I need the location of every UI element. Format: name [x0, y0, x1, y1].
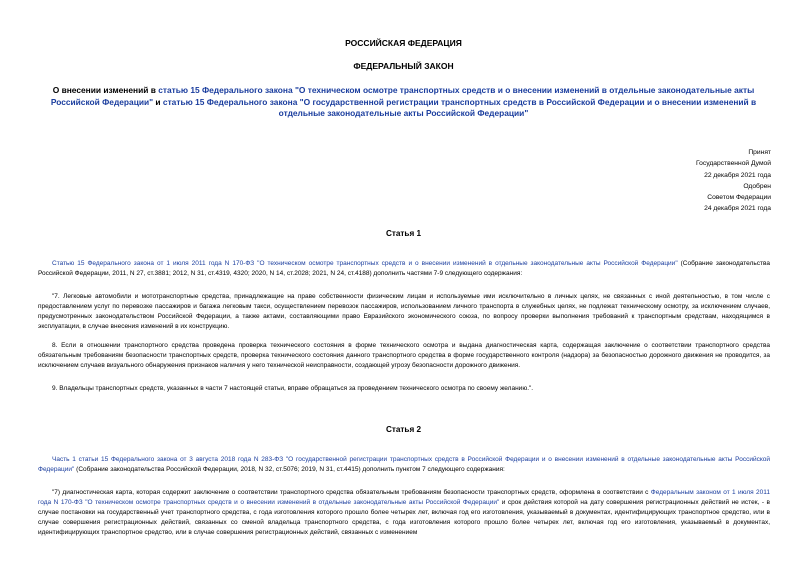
adoption-date: 22 декабря 2021 года [704, 171, 771, 179]
article-1-intro [38, 259, 770, 279]
adoption-line: Одобрен [743, 182, 771, 190]
title-middle: и [153, 96, 163, 107]
country-heading: РОССИЙСКАЯ ФЕДЕРАЦИЯ [345, 38, 462, 48]
item-7-text-start: "7) диагностическая карта, которая содержит заключение о соответствии транспортного средства обязательным требованиям безопасности транспортных средств, оформлена в соответствии с [52, 489, 651, 496]
article-2-intro-text: (Собрание законодательства Российской Федерации, 2018, N 32, ст.5076; 2019, N 31, ст.4415) дополнить пунктом 7 следующего содержания: [74, 466, 505, 474]
title-prefix: О внесении изменений в [52, 85, 159, 95]
item-7-law-link[interactable]: Федеральным законом от 1 июля 2011 года N 170-ФЗ "О техническом осмотре транспортных средств и о внесении изменений в отдельные законодательные акты Российской Федерации" [38, 489, 770, 507]
law-title [30, 85, 777, 120]
article-1-heading: Статья 1 [385, 229, 422, 238]
title-link-registration-law[interactable]: статью 15 Федерального закона "О государственной регистрации транспортных средств в Российской Федерации и о внесении изменений в отдельные законодательные акты Российской Федерации" [162, 96, 757, 118]
article-2-item-7 [38, 488, 770, 538]
adoption-line: Государственной Думой [696, 160, 771, 168]
article-1-part-8: 8. Если в отношении транспортного средства проведена проверка технического состояния в форме технического осмотра и выдана диагностическая карта, содержащая заключение о соответствии транспортного средства обязательным требованиям безопасности транспортных средств, проверка технического состояния данного транспортного средства в форме государственного контроля (надзора) за безопасностью дорожного движения не проводится, за исключением случаев визуального обнаружения признаков наличия у него технической неисправности, создающей угрозу безопасности дорожного движения. [38, 342, 770, 370]
item-7-text-end: и срок действия которой на дату совершения регистрационных действий не истек, - в случае постановки на государственный учет транспортного средства, с года изготовления которого прошло более четырех лет, включая год его изготовления, указываемый в документах, идентифицирующих транспортное средство, или в случае совершения регистрационных действий, связанных со сменой владельца транспортного средства, с года изготовления которого прошло более четырех лет, включая год его изготовления, указываемый в документах, идентифицирующих транспортное средство, или в случае совершения регистрационных действий, связанных с изменением [38, 499, 770, 537]
adoption-block [696, 147, 771, 215]
adoption-line: Советом Федерации [707, 194, 771, 202]
article-1-part-7: "7. Легковые автомобили и мототранспортные средства, принадлежащие на праве собственности физическим лицам и используемые ими исключительно в личных целях, не связанных с иной деятельностью, в том числе с предоставлением услуг по перевозке пассажиров и багажа легковым такси, осуществлением перевозок пассажиров, использованием личного транспорта в служебных целях, не подлежат техническому осмотру, за исключением случаев, предусмотренных законодательством Российской Федерации, а также актами, составляющими право Евразийского экономического союза, по вопросу проверки выполнения требований к транспортным средствам, находящимся в эксплуатации, в случае внесения изменений в их конструкцию. [38, 293, 770, 331]
article-1-intro-link[interactable]: Статью 15 Федерального закона от 1 июля 2011 года N 170-ФЗ "О техническом осмотре транспортных средств и о внесении изменений в отдельные законодательные акты Российской Федерации" [52, 260, 678, 267]
article-1-part-9: 9. Владельцы транспортных средств, указанных в части 7 настоящей статьи, вправе обращаться за проведением технического осмотра по своему желанию.". [52, 385, 534, 392]
article-2-intro-link[interactable]: Часть 1 статьи 15 Федерального закона от 3 августа 2018 года N 283-ФЗ "О государственной регистрации транспортных средств в Российской Федерации и о внесении изменений в отдельные законодательные акты Российской Федерации" [38, 456, 770, 474]
article-2-heading: Статья 2 [385, 425, 422, 434]
article-1-intro-text: (Собрание законодательства Российской Федерации, 2011, N 27, ст.3881; 2012, N 31, ст.4319, 4320; 2020, N 14, ст.2028; 2021, N 24, ст.4188) дополнить частями 7-9 следующего содержания: [38, 260, 770, 278]
title-link-tech-inspection-law[interactable]: статью 15 Федерального закона "О техническом осмотре транспортных средств и о внесении изменений в отдельные законодательные акты Российской Федерации" [50, 85, 755, 107]
document-type-heading: ФЕДЕРАЛЬНЫЙ ЗАКОН [353, 61, 454, 71]
article-2-intro [38, 455, 770, 475]
adoption-date: 24 декабря 2021 года [704, 205, 771, 213]
adoption-line: Принят [748, 149, 771, 156]
